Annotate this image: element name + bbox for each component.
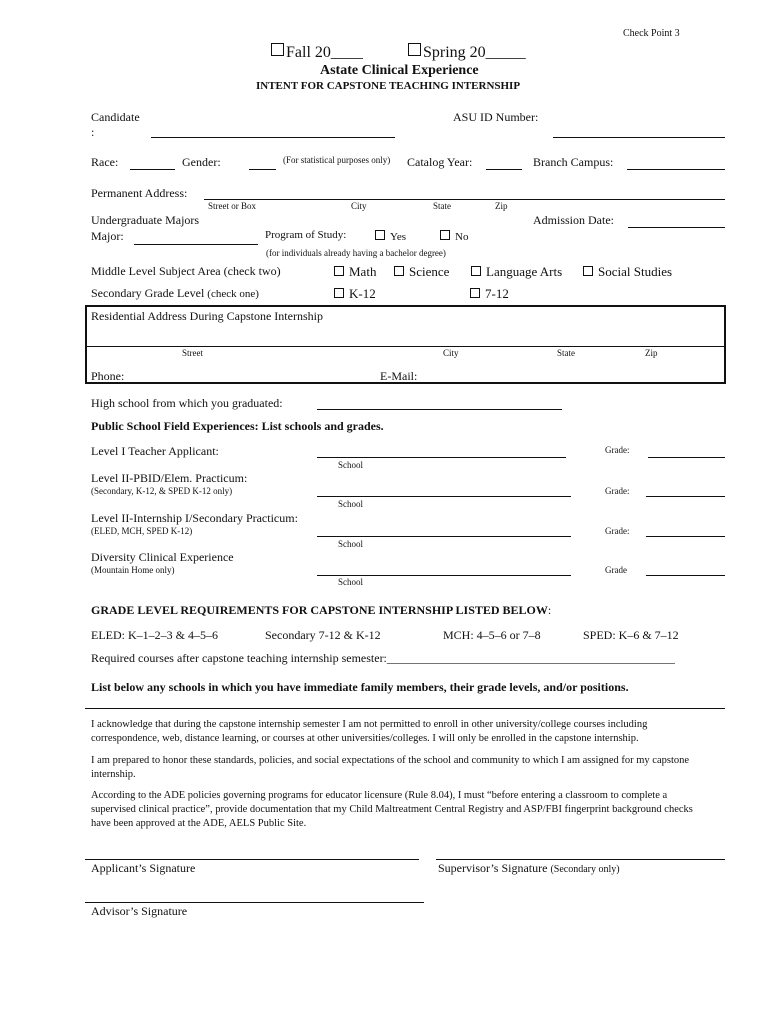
race-label: Race:	[91, 155, 119, 169]
level3-school-caption: School	[338, 539, 364, 549]
level2-school-field[interactable]	[317, 496, 571, 497]
catalog-year-field[interactable]	[486, 169, 522, 170]
grade-requirements-heading	[91, 604, 551, 616]
zip-caption: Zip	[495, 201, 508, 211]
residential-address-field[interactable]	[86, 346, 725, 347]
catalog-year-label: Catalog Year:	[407, 155, 473, 169]
math-checkbox[interactable]	[334, 266, 344, 276]
middle-science-option[interactable]	[394, 265, 449, 278]
spring-checkbox[interactable]	[408, 43, 421, 56]
level2-grade-field[interactable]	[646, 496, 725, 497]
branch-campus-label: Branch Campus:	[533, 155, 614, 169]
level3-school-field[interactable]	[317, 536, 571, 537]
major-label: Major:	[91, 229, 124, 243]
secondary-grade-label	[91, 287, 259, 300]
program-of-study-label: Program of Study:	[265, 229, 347, 241]
secondary-k12-option[interactable]	[334, 287, 376, 300]
residential-state-caption: State	[557, 348, 575, 358]
level2-label: Level II-PBID/Elem. Practicum:	[91, 471, 248, 485]
major-field[interactable]	[134, 244, 258, 245]
fall-label: Fall 20____	[286, 44, 363, 61]
yes-label: Yes	[390, 231, 407, 243]
applicant-signature-label: Applicant’s Signature	[91, 861, 196, 875]
permanent-address-field[interactable]	[204, 199, 725, 200]
language-arts-checkbox[interactable]	[471, 266, 481, 276]
spring-label: Spring 20_____	[423, 44, 526, 61]
admission-date-label: Admission Date:	[533, 213, 614, 227]
race-field[interactable]	[130, 169, 175, 170]
science-label: Science	[409, 264, 450, 279]
ade-policy-paragraph: According to the ADE policies governing programs for educator licensure (Rule 8.04), I must “before entering a classroom to complete a supervised clinical practice”, provide documentation that my Child Maltreatment Central Registry and ASP/FBI fingerprint background checks have been approved at the ADE, AELS Public Site.	[91, 790, 693, 829]
diversity-label: Diversity Clinical Experience	[91, 550, 234, 564]
acknowledge-paragraph: I acknowledge that during the capstone internship semester I am not permitted to enroll in other university/college courses including correspondence, web, distance learning, or courses at other universities/colleges. I will only be enrolled in the capstone internship.	[91, 719, 648, 744]
candidate-name-field[interactable]	[151, 137, 395, 138]
science-checkbox[interactable]	[394, 266, 404, 276]
supervisor-signature-field[interactable]	[436, 859, 725, 860]
diversity-note: (Mountain Home only)	[91, 565, 175, 575]
fall-checkbox[interactable]	[271, 43, 284, 56]
secondary-check-note: (check one)	[207, 288, 259, 300]
supervisor-signature-label	[438, 862, 620, 875]
program-yes-option[interactable]	[375, 230, 406, 243]
applicant-signature-field[interactable]	[85, 859, 419, 860]
middle-language-arts-option[interactable]	[471, 265, 562, 278]
secondary-requirement: Secondary 7-12 & K-12	[265, 628, 381, 642]
level1-grade-label: Grade:	[605, 445, 630, 455]
supervisor-signature-text: Supervisor’s Signature	[438, 861, 548, 875]
level1-school-field[interactable]	[317, 457, 566, 458]
gender-label: Gender:	[182, 155, 221, 169]
middle-social-studies-option[interactable]	[583, 265, 672, 278]
level2-school-caption: School	[338, 499, 364, 509]
middle-level-label: Middle Level Subject Area (check two)	[91, 264, 281, 278]
diversity-school-field[interactable]	[317, 575, 571, 576]
grade-requirements-colon: :	[547, 603, 552, 617]
state-caption: State	[433, 201, 451, 211]
gender-field[interactable]	[249, 169, 276, 170]
asu-id-label: ASU ID Number:	[453, 110, 539, 124]
no-label: No	[455, 231, 469, 243]
high-school-field[interactable]	[317, 409, 562, 410]
asu-id-field[interactable]	[553, 137, 725, 138]
city-caption: City	[351, 201, 367, 211]
branch-campus-field[interactable]	[627, 169, 725, 170]
phone-label: Phone:	[91, 369, 125, 383]
level3-note: (ELED, MCH, SPED K-12)	[91, 526, 193, 536]
level2-note: (Secondary, K-12, & SPED K-12 only)	[91, 486, 233, 496]
yes-checkbox[interactable]	[375, 230, 385, 240]
statistical-note: (For statistical purposes only)	[283, 155, 391, 165]
high-school-label: High school from which you graduated:	[91, 396, 283, 410]
honor-paragraph: I am prepared to honor these standards, policies, and social expectations of the school and community to which I am assigned for my capstone internship.	[91, 755, 690, 780]
residential-street-caption: Street	[182, 348, 203, 358]
eled-requirement: ELED: K–1–2–3 & 4–5–6	[91, 628, 218, 642]
social-studies-label: Social Studies	[598, 264, 673, 279]
residential-zip-caption: Zip	[645, 348, 658, 358]
level3-label: Level II-Internship I/Secondary Practicum:	[91, 511, 298, 525]
diversity-grade-label: Grade	[605, 565, 627, 575]
residential-city-caption: City	[443, 348, 459, 358]
7-12-checkbox[interactable]	[470, 288, 480, 298]
residential-title: Residential Address During Capstone Internship	[91, 309, 323, 323]
secondary-7-12-option[interactable]	[470, 287, 509, 300]
diversity-grade-field[interactable]	[646, 575, 725, 576]
candidate-colon: :	[91, 125, 95, 139]
email-label: E-Mail:	[380, 369, 418, 383]
social-studies-checkbox[interactable]	[583, 266, 593, 276]
spring-term[interactable]	[408, 43, 526, 61]
required-courses-line[interactable]: Required courses after capstone teaching internship semester:________________________________________________	[91, 651, 675, 665]
level2-grade-label: Grade:	[605, 486, 630, 496]
candidate-label: Candidate	[91, 110, 140, 124]
admission-date-field[interactable]	[628, 227, 725, 228]
checkpoint-label: Check Point 3	[623, 28, 680, 39]
no-checkbox[interactable]	[440, 230, 450, 240]
mch-requirement: MCH: 4–5–6 or 7–8	[443, 628, 541, 642]
form-title: Astate Clinical Experience	[320, 63, 479, 78]
secondary-grade-text: Secondary Grade Level	[91, 286, 205, 300]
advisor-signature-label: Advisor’s Signature	[91, 904, 188, 918]
family-members-field[interactable]	[85, 708, 725, 709]
street-or-box-caption: Street or Box	[208, 201, 256, 211]
language-arts-label: Language Arts	[486, 264, 563, 279]
fall-term[interactable]	[271, 43, 363, 61]
field-experiences-heading: Public School Field Experiences: List schools and grades.	[91, 419, 384, 433]
7-12-label: 7-12	[485, 286, 509, 301]
form-subtitle: INTENT FOR CAPSTONE TEACHING INTERNSHIP	[256, 80, 521, 92]
level1-label: Level I Teacher Applicant:	[91, 444, 219, 458]
level1-grade-field[interactable]	[648, 457, 725, 458]
k12-checkbox[interactable]	[334, 288, 344, 298]
diversity-school-caption: School	[338, 577, 364, 587]
k12-label: K-12	[349, 286, 376, 301]
sped-requirement: SPED: K–6 & 7–12	[583, 628, 679, 642]
math-label: Math	[349, 264, 377, 279]
level3-grade-field[interactable]	[646, 536, 725, 537]
advisor-signature-field[interactable]	[85, 902, 424, 903]
permanent-address-label: Permanent Address:	[91, 186, 188, 200]
level3-grade-label: Grade:	[605, 526, 630, 536]
supervisor-note: (Secondary only)	[550, 864, 620, 875]
middle-math-option[interactable]	[334, 265, 376, 278]
level1-school-caption: School	[338, 460, 364, 470]
undergraduate-majors-label: Undergraduate Majors	[91, 213, 200, 227]
grade-requirements-text: GRADE LEVEL REQUIREMENTS FOR CAPSTONE INTERNSHIP LISTED BELOW	[91, 603, 548, 617]
program-no-option[interactable]	[440, 230, 468, 243]
family-members-heading: List below any schools in which you have immediate family members, their grade levels, and/or positions.	[91, 680, 629, 694]
bachelor-note: (for individuals already having a bachelor degree)	[266, 248, 446, 258]
